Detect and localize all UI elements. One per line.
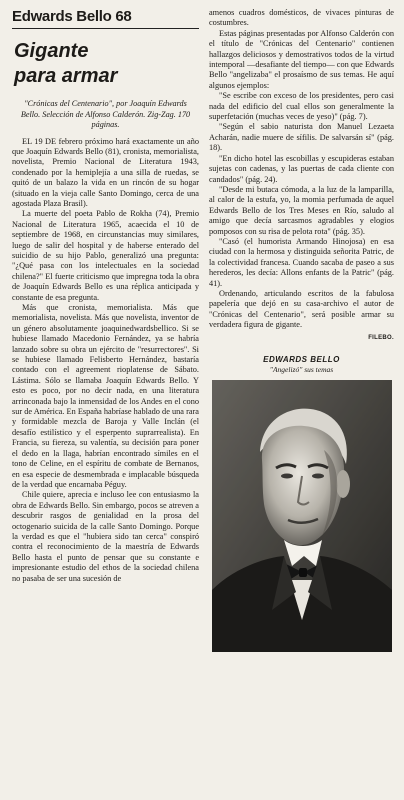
title-line-1: Gigante [14, 40, 89, 62]
paragraph: La muerte del poeta Pablo de Rokha (74), Premio Nacional de Literatura 1965, acaecida el 10 de septiembre de 1968, en circunstancias muy similares, luego de salir del hospital y de haberse enterado del suicidio de su hijo Pablo, generalizó una pregunta: "¿Qué pasa con los intelectuales en la sociedad chilena?" El fuerte criticismo que impregna toda la obra de Joaquín Edwards Bello es una réplica anticipada y constante de esa pregunta. [12, 209, 199, 302]
paragraph: Chile quiere, aprecia e incluso lee con entusiasmo la obra de Edwards Bello. Sin embargo, pocos se atreven a descubrir rasgos de genialidad en la prosa del octogenario suicida de la calle Santo Domingo. Porque la verdad es que el "hubiera sido tan cerca" conspiró contra el reconocimiento de la maestría de Edwards Bello hasta el punto de pensar que su constante e impresionante estudio del ethos de la sociedad chilena no pasaba de ser una sucesión de [12, 490, 199, 583]
paragraph: Más que cronista, memorialista. Más que memorialista, novelista. Más que novelista, inventor de un género absolutamente joaquinedwardsbellico. Si se hubiese llamado Macedonio Fernández, ya se habría lanzado sobre su obra un ejército de "resurrectores". Si se hubiese llamado Felisberto Hernández, bastaría contado con el agreement rioplatense de Sábato. Lástima. Sólo se llamaba Joaquín Edwards Bello. Y esto es poco, por no decir nada, en una literatura arrinconada bajo la inmensidad de los Andes en el cono sur de América. En España habríase hablado de una rara y formidable mezcla de Baroja y Valle Inclán (el desafío estilístico y el esperpento suprarrealista). En Francia, su fiereza, su valentía, su decisión para poner el dedo en la llaga, habrían encontrado símiles en el tono de Celine, en el espíritu de combate de Bernanos, en esa especie de desmembrada e implacable búsqueda de la verdad que encarnaba Péguy. [12, 303, 199, 489]
caption-name: EDWARDS BELLO [263, 354, 340, 364]
title-line-2: para armar [14, 65, 118, 87]
paragraph: Estas páginas presentadas por Alfonso Calderón con el título de "Crónicas del Centenario" contienen hallazgos deliciosos y demostrativos todos de la virtud intemporal —desafiante del tiempo— con que Edwards Bello "angelizaba" el prosaísmo de sus temas. He aquí algunos ejemplos: [209, 28, 394, 90]
quote-paragraph: "Se escribe con exceso de los presidentes, pero casi nada del edificio del cual ellos son generalmente la superfetación (muchas veces de yeso)" (pág. 7). [209, 91, 394, 122]
right-column [209, 8, 394, 652]
author-signature: FILEBO. [368, 334, 394, 341]
quote-paragraph: "En dicho hotel las escobillas y escupideras estaban sujetas con cadenas, y las puertas de cada cliente con candados" (pág. 24). [209, 153, 394, 184]
paragraph: Ordenando, articulando escritos de la fabulosa papelería que dejó en su casa-archivo el autor de "Crónicas del Centenario", será posible armar su verdadera figura de gigante. [209, 288, 394, 330]
left-column [12, 8, 199, 652]
columns [12, 8, 394, 652]
portrait-photo [212, 380, 392, 652]
portrait-image [212, 380, 392, 652]
caption-subtitle: "Angelizó" sus temas [269, 364, 334, 374]
book-reference: "Crónicas del Centenario", por Joaquín Edwards Bello. Selección de Alfonso Calderón. Zig-Zag. 170 páginas. [20, 99, 191, 129]
paragraph: amenos cuadros domésticos, de vivaces pinturas de costumbres. [209, 8, 394, 28]
paragraph: EL 19 DE febrero próximo hará exactamente un año que Joaquín Edwards Bello (81), cronista, memorialista, novelista, Premio Nacional de Literatura 1943, condenado por la hemiplejía a una silla de ruedas, se quitó de un balazo la vida en un rincón de su hogar (situado en la vieja calle Santo Domingo, cerca de una agostada Plaza Brasil). [12, 136, 199, 208]
quote-paragraph: "Casó (el humorista Armando Hinojosa) en esa ciudad con la hermosa y distinguida señorita Patric, de la colectividad francesa. Cuando sacaba de paseo a sus herederos, les decía: Allons enfants de la Patric" (pág. 41). [209, 236, 394, 288]
article-title [14, 39, 199, 89]
photo-caption [209, 355, 394, 374]
section-header: Edwards Bello 68 [12, 8, 199, 29]
quote-paragraph: "Según el sabio naturista don Manuel Lezaeta Acharán, nadie muere de sífilis. De salvarsán sí" (pág. 18). [209, 122, 394, 153]
quote-paragraph: "Desde mi butaca cómoda, a la luz de la lamparilla, al calor de la estufa, yo, la momia perfumada de aquel Edwards Bello de los Tres Meses en Río, saludo al amigo que decía sarcasmos agradables y elogios pomposos con su risa de pelota rota" (pág. 35). [209, 184, 394, 236]
